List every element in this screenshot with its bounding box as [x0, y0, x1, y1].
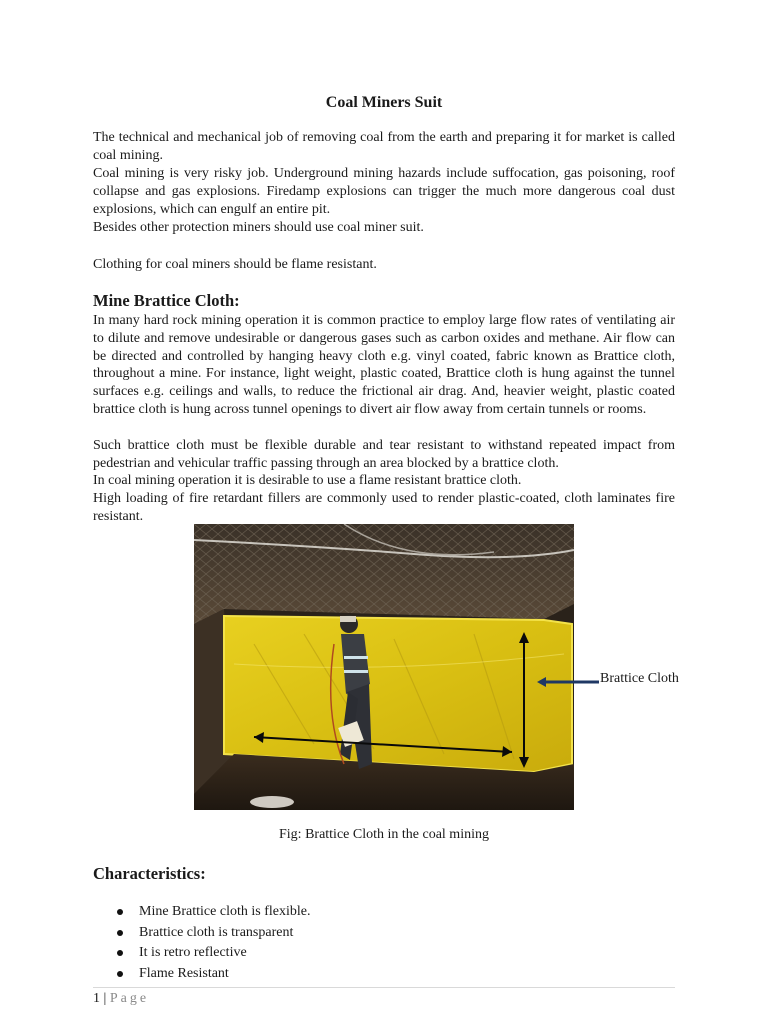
- page-word: Page: [109, 991, 150, 1006]
- brattice-paragraph-2: Such brattice cloth must be flexible durable and tear resistant to withstand repeated impact from pedestrian and vehicular traffic passing through an area blocked by a brattice cloth.: [93, 438, 675, 471]
- brattice-paragraph-4: High loading of fire retardant fillers are commonly used to render plastic-coated, cloth laminates fire resistant.: [93, 491, 675, 524]
- intro-paragraph-3: Besides other protection miners should use coal miner suit.: [93, 220, 424, 235]
- document-title: Coal Miners Suit: [325, 94, 443, 111]
- bullet-icon: [117, 930, 123, 936]
- bullet-icon: [117, 950, 123, 956]
- characteristics-list: [93, 902, 310, 984]
- footer-separator: |: [103, 991, 107, 1006]
- brattice-paragraph-1: In many hard rock mining operation it is common practice to employ large flow rates of ventilating air to dilute and remove undesirable or dangerous gases such as carbon oxides and methane. Air flow can be directed and controlled by hanging heavy cloth e.g. vinyl coated, fabric known as Brattice cloth, throughout a mine. For instance, light weight, plastic coated, Brattice cloth is hung against the tunnel surfaces e.g. ceilings and walls, to reduce the frictional air drag. And, heavier weight, plastic coated brattice cloth is hung across tunnel openings to divert air flow away from certain tunnels or rooms.: [93, 313, 675, 417]
- brattice-cloth-photo: [194, 524, 574, 810]
- section-heading-brattice-cloth: Mine Brattice Cloth:: [93, 291, 240, 310]
- brattice-paragraph-3: In coal mining operation it is desirable to use a flame resistant brattice cloth.: [93, 473, 522, 488]
- bullet-icon: [117, 971, 123, 977]
- intro-paragraph-1: The technical and mechanical job of removing coal from the earth and preparing it for market is called coal mining.: [93, 130, 675, 163]
- footer-divider: [93, 987, 675, 988]
- intro-paragraph-4: Clothing for coal miners should be flame resistant.: [93, 257, 377, 272]
- figure-caption: Fig: Brattice Cloth in the coal mining: [279, 827, 489, 842]
- list-item: Brattice cloth is transparent: [93, 923, 310, 944]
- brattice-cloth-callout: Brattice Cloth: [600, 671, 679, 686]
- page-number: 1: [93, 991, 100, 1006]
- list-item: Mine Brattice cloth is flexible.: [93, 902, 310, 923]
- intro-paragraph-2: Coal mining is very risky job. Underground mining hazards include suffocation, gas poisoning, roof collapse and gas explosions. Firedamp explosions can trigger the much more dangerous coal dust explosions, which can engulf an entire pit.: [93, 166, 675, 217]
- page-footer: [93, 990, 149, 1008]
- list-item: It is retro reflective: [93, 943, 310, 964]
- list-item: Flame Resistant: [93, 964, 310, 985]
- callout-arrow: [537, 675, 599, 689]
- bullet-icon: [117, 909, 123, 915]
- section-heading-characteristics: Characteristics:: [93, 864, 206, 883]
